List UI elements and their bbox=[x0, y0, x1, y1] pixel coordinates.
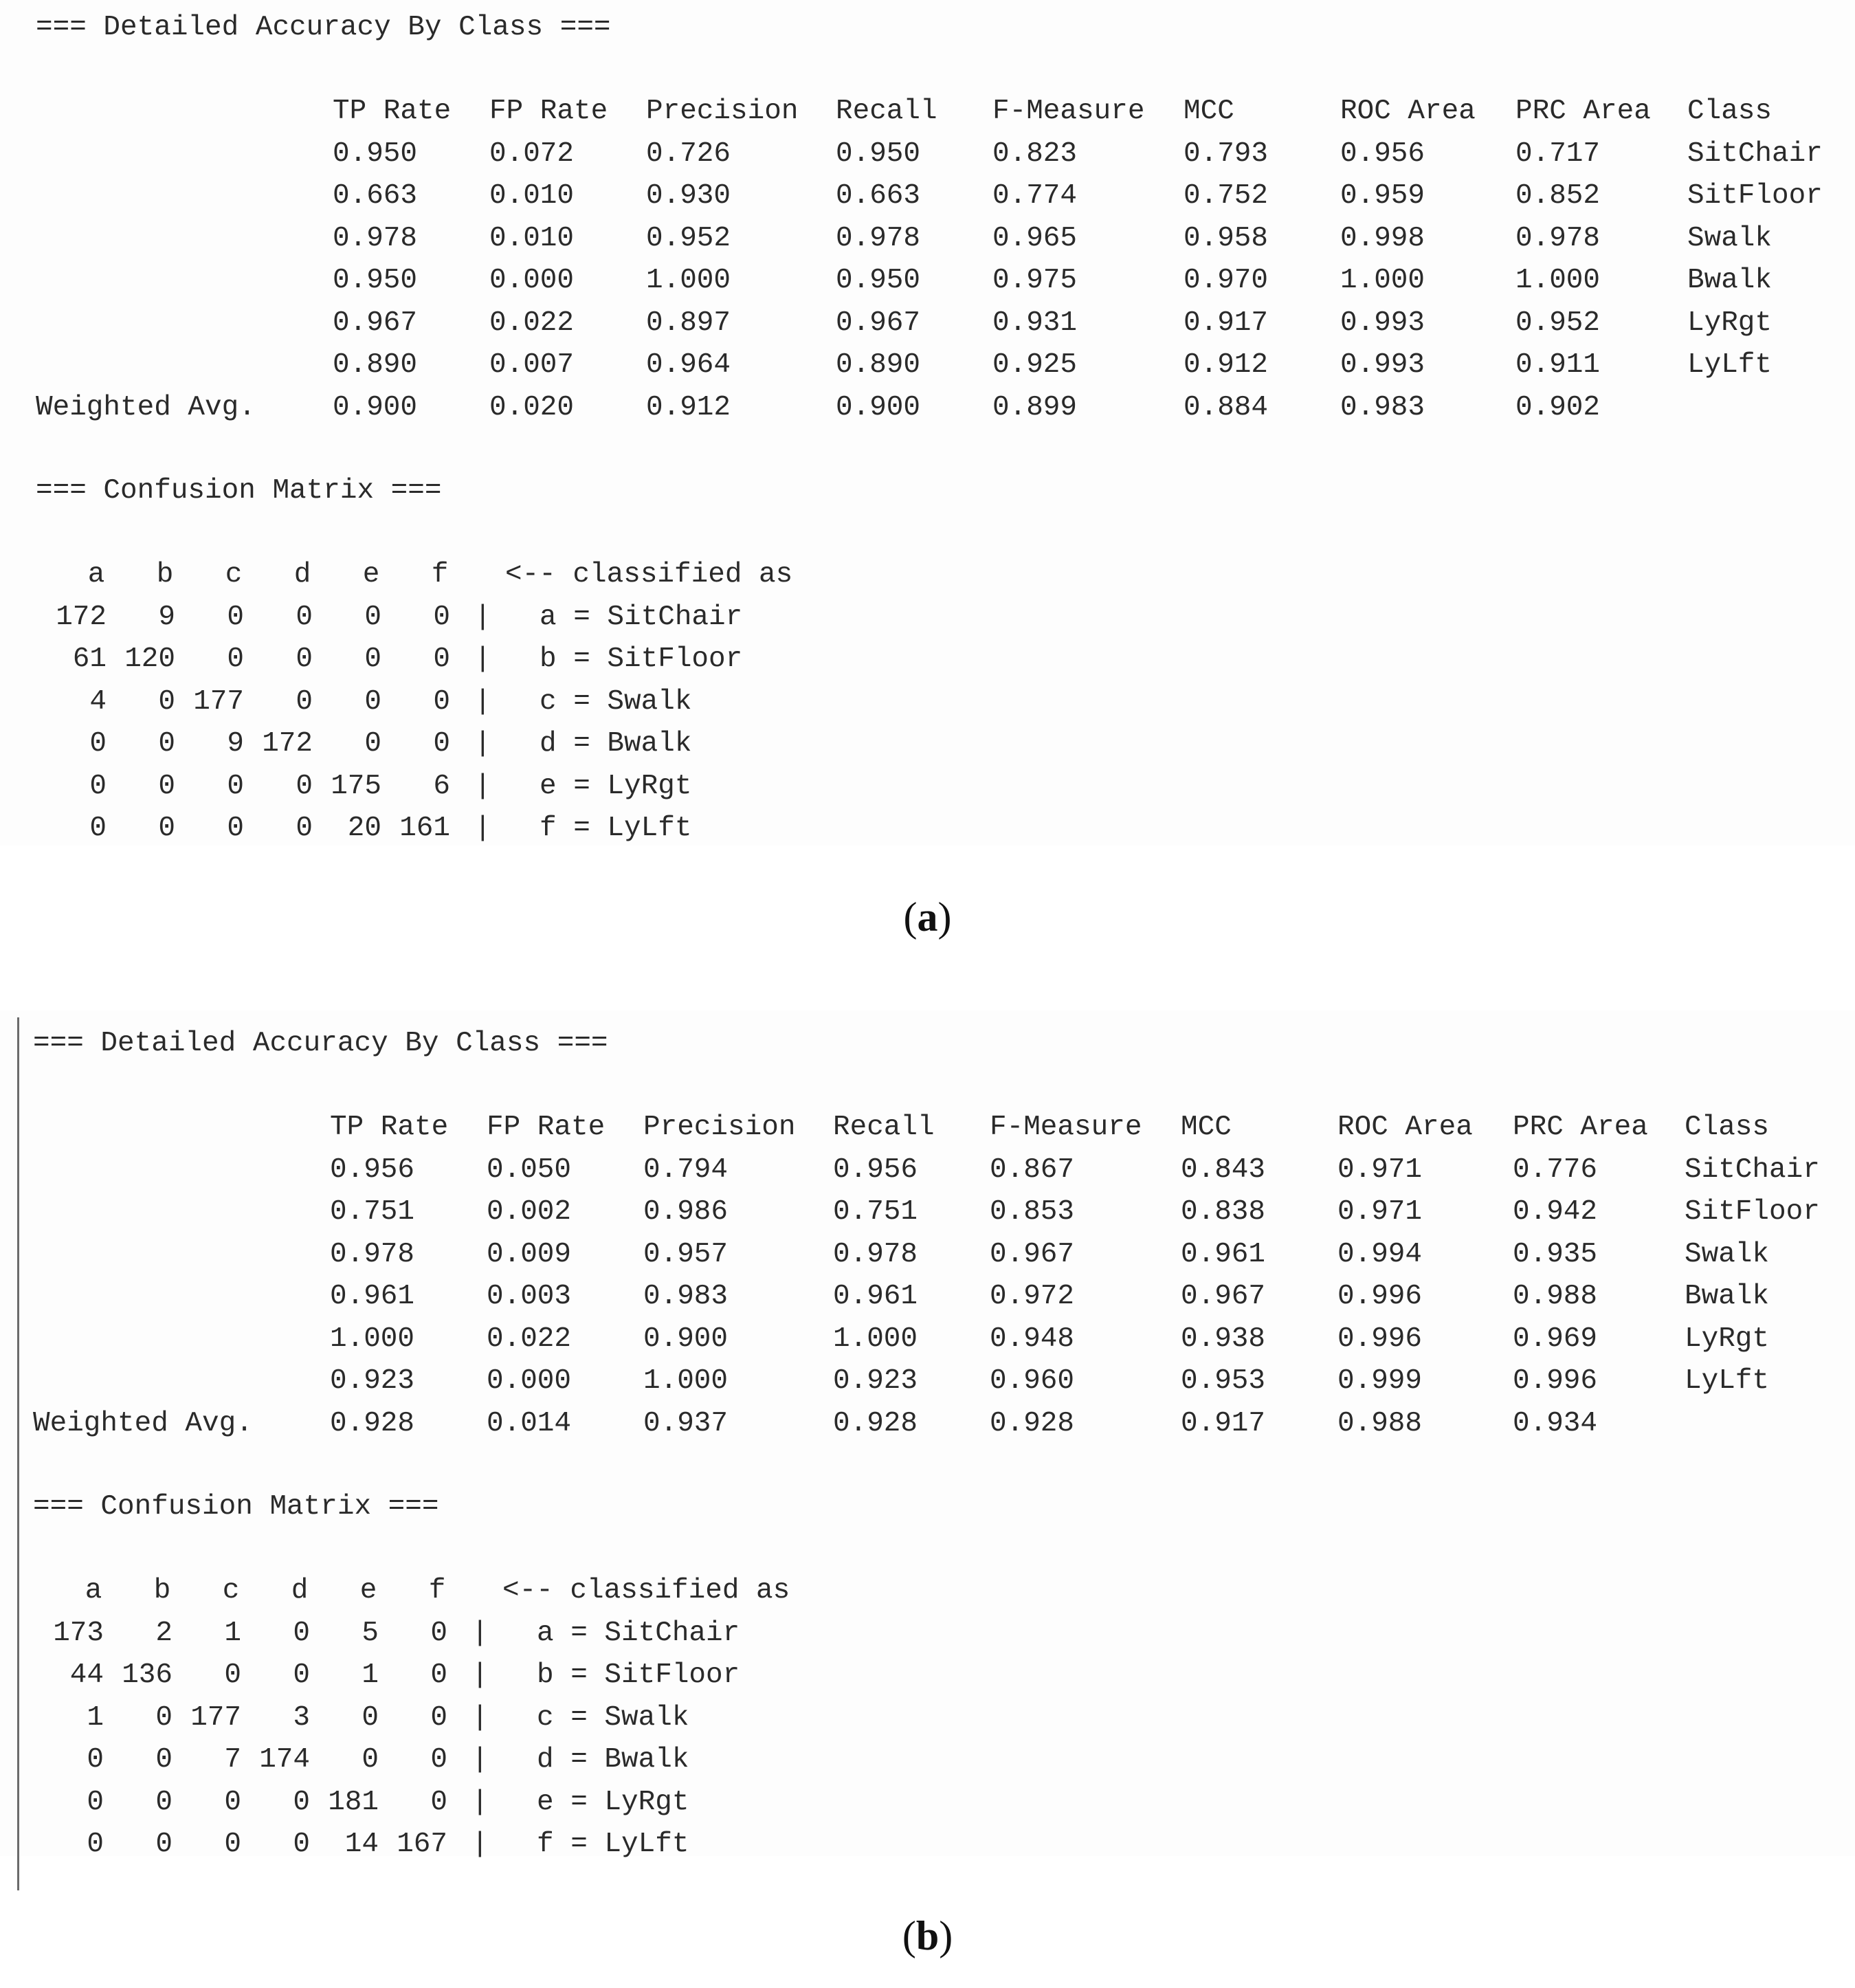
matrix-separator: | bbox=[474, 685, 491, 718]
matrix-cell: 0 bbox=[89, 770, 107, 802]
matrix-row-label: e = LyRgt bbox=[540, 770, 692, 802]
matrix-cell: 0 bbox=[89, 813, 107, 844]
class-name: Bwalk bbox=[1685, 1281, 1770, 1312]
row-label: Weighted Avg. bbox=[33, 1407, 253, 1439]
matrix-row-label: a = SitChair bbox=[540, 601, 743, 633]
weka-output-panel-a bbox=[0, 0, 1855, 846]
metric-value: 0.928 bbox=[990, 1407, 1075, 1439]
metric-value: 0.978 bbox=[333, 222, 418, 254]
matrix-separator: | bbox=[474, 770, 491, 802]
matrix-cell: 0 bbox=[296, 643, 313, 675]
metric-value: 0.999 bbox=[1337, 1365, 1423, 1397]
metric-value: 0.983 bbox=[643, 1281, 729, 1312]
matrix-cell: 0 bbox=[433, 601, 450, 633]
class-name: SitChair bbox=[1685, 1153, 1820, 1186]
accuracy-header: === Detailed Accuracy By Class === bbox=[36, 12, 611, 43]
matrix-cell: 0 bbox=[430, 1744, 447, 1776]
panel-left-border bbox=[17, 1017, 19, 1890]
matrix-cell: 0 bbox=[227, 770, 244, 802]
matrix-row-label: c = Swalk bbox=[540, 685, 692, 718]
metric-value: 0.961 bbox=[1181, 1238, 1266, 1270]
metric-value: 0.776 bbox=[1513, 1153, 1598, 1186]
column-header: TP Rate bbox=[333, 96, 452, 127]
metric-value: 0.002 bbox=[487, 1196, 572, 1228]
matrix-cell: 0 bbox=[89, 728, 107, 760]
matrix-column-header: c bbox=[225, 559, 243, 590]
metric-value: 0.958 bbox=[1184, 222, 1269, 254]
matrix-cell: 0 bbox=[293, 1829, 310, 1860]
matrix-cell: 177 bbox=[190, 1701, 241, 1734]
metric-value: 0.917 bbox=[1184, 307, 1269, 339]
matrix-cell: 5 bbox=[362, 1617, 379, 1649]
matrix-cell: 0 bbox=[430, 1617, 447, 1649]
matrix-cell: 0 bbox=[293, 1786, 310, 1818]
accuracy-header: === Detailed Accuracy By Class === bbox=[33, 1028, 608, 1059]
matrix-cell: 175 bbox=[331, 770, 381, 802]
metric-value: 0.853 bbox=[990, 1196, 1075, 1228]
metric-value: 0.956 bbox=[330, 1153, 415, 1186]
metric-value: 0.964 bbox=[646, 349, 731, 381]
metric-value: 0.726 bbox=[646, 137, 731, 170]
column-header: F-Measure bbox=[992, 96, 1145, 127]
metric-value: 0.975 bbox=[992, 265, 1078, 296]
matrix-cell: 167 bbox=[397, 1829, 447, 1860]
matrix-column-header: c bbox=[222, 1575, 240, 1606]
metric-value: 0.967 bbox=[990, 1238, 1075, 1270]
matrix-cell: 0 bbox=[362, 1701, 379, 1734]
metric-value: 0.900 bbox=[643, 1323, 729, 1355]
matrix-cell: 0 bbox=[430, 1701, 447, 1734]
metric-value: 0.663 bbox=[836, 180, 921, 212]
metric-value: 0.000 bbox=[489, 265, 575, 296]
metric-value: 0.950 bbox=[333, 137, 418, 170]
classified-as-label: <-- classified as bbox=[505, 559, 793, 590]
metric-value: 0.852 bbox=[1515, 180, 1601, 212]
matrix-cell: 181 bbox=[328, 1786, 379, 1818]
matrix-column-header: b bbox=[153, 1575, 171, 1606]
metric-value: 0.823 bbox=[992, 137, 1078, 170]
metric-value: 0.890 bbox=[333, 349, 418, 381]
matrix-cell: 0 bbox=[433, 643, 450, 675]
matrix-cell: 0 bbox=[155, 1744, 173, 1776]
matrix-separator: | bbox=[474, 643, 491, 675]
matrix-column-header: e bbox=[359, 1575, 377, 1606]
matrix-row-label: f = LyLft bbox=[537, 1829, 689, 1860]
matrix-cell: 0 bbox=[433, 685, 450, 718]
metric-value: 0.890 bbox=[836, 349, 921, 381]
matrix-cell: 0 bbox=[293, 1659, 310, 1691]
matrix-cell: 0 bbox=[224, 1659, 241, 1691]
matrix-cell: 172 bbox=[56, 601, 107, 633]
metric-value: 0.996 bbox=[1337, 1281, 1423, 1312]
class-name: SitFloor bbox=[1687, 180, 1823, 212]
metric-value: 0.970 bbox=[1184, 265, 1269, 296]
column-header: MCC bbox=[1184, 96, 1234, 127]
matrix-row-label: d = Bwalk bbox=[540, 728, 692, 760]
column-header: PRC Area bbox=[1515, 96, 1651, 127]
matrix-column-header: a bbox=[87, 559, 105, 590]
matrix-cell: 20 bbox=[347, 813, 381, 844]
matrix-cell: 0 bbox=[87, 1786, 104, 1818]
matrix-cell: 3 bbox=[293, 1701, 310, 1734]
matrix-separator: | bbox=[471, 1744, 489, 1776]
metric-value: 0.971 bbox=[1337, 1196, 1423, 1228]
metric-value: 0.793 bbox=[1184, 137, 1269, 170]
metric-value: 0.948 bbox=[990, 1323, 1075, 1355]
metric-value: 0.937 bbox=[643, 1407, 729, 1439]
metric-value: 0.751 bbox=[833, 1196, 918, 1228]
metric-value: 0.950 bbox=[836, 265, 921, 296]
class-name: Swalk bbox=[1685, 1238, 1770, 1270]
class-name: Bwalk bbox=[1687, 265, 1773, 296]
matrix-separator: | bbox=[471, 1786, 489, 1818]
matrix-cell: 172 bbox=[262, 728, 313, 760]
metric-value: 0.717 bbox=[1515, 137, 1601, 170]
matrix-cell: 0 bbox=[430, 1659, 447, 1691]
class-name: LyLft bbox=[1685, 1365, 1770, 1397]
metric-value: 0.953 bbox=[1181, 1365, 1266, 1397]
metric-value: 0.899 bbox=[992, 391, 1078, 423]
metric-value: 0.972 bbox=[990, 1281, 1075, 1312]
metric-value: 0.928 bbox=[833, 1407, 918, 1439]
metric-value: 0.003 bbox=[487, 1281, 572, 1312]
metric-value: 0.957 bbox=[643, 1238, 729, 1270]
class-name: Swalk bbox=[1687, 222, 1773, 254]
metric-value: 0.867 bbox=[990, 1153, 1075, 1186]
metric-value: 0.986 bbox=[643, 1196, 729, 1228]
metric-value: 0.952 bbox=[1515, 307, 1601, 339]
metric-value: 0.902 bbox=[1515, 391, 1601, 423]
metric-value: 0.000 bbox=[487, 1365, 572, 1397]
matrix-cell: 0 bbox=[364, 601, 381, 633]
matrix-cell: 0 bbox=[87, 1829, 104, 1860]
column-header: Precision bbox=[646, 96, 799, 127]
matrix-cell: 0 bbox=[293, 1617, 310, 1649]
matrix-cell: 0 bbox=[227, 601, 244, 633]
matrix-cell: 0 bbox=[224, 1786, 241, 1818]
matrix-cell: 4 bbox=[89, 685, 107, 718]
caption-a: (a) bbox=[903, 894, 952, 940]
column-header: Recall bbox=[836, 96, 937, 127]
matrix-cell: 1 bbox=[87, 1701, 104, 1734]
metric-value: 0.978 bbox=[1515, 222, 1601, 254]
metric-value: 0.010 bbox=[489, 222, 575, 254]
matrix-separator: | bbox=[471, 1701, 489, 1734]
metric-value: 0.752 bbox=[1184, 180, 1269, 212]
matrix-cell: 0 bbox=[430, 1786, 447, 1818]
metric-value: 0.912 bbox=[646, 391, 731, 423]
matrix-separator: | bbox=[471, 1617, 489, 1649]
column-header: Precision bbox=[643, 1112, 796, 1143]
column-header: F-Measure bbox=[990, 1112, 1142, 1143]
matrix-separator: | bbox=[474, 813, 491, 844]
matrix-row-label: b = SitFloor bbox=[540, 643, 743, 675]
metric-value: 0.911 bbox=[1515, 349, 1601, 381]
matrix-column-header: d bbox=[293, 559, 311, 590]
metric-value: 0.960 bbox=[990, 1365, 1075, 1397]
class-name: SitFloor bbox=[1685, 1196, 1820, 1228]
matrix-column-header: a bbox=[85, 1575, 102, 1606]
matrix-cell: 0 bbox=[158, 770, 175, 802]
metric-value: 0.934 bbox=[1513, 1407, 1598, 1439]
matrix-cell: 0 bbox=[296, 770, 313, 802]
matrix-cell: 6 bbox=[433, 770, 450, 802]
matrix-cell: 173 bbox=[53, 1617, 104, 1649]
metric-value: 1.000 bbox=[1340, 265, 1425, 296]
metric-value: 0.884 bbox=[1184, 391, 1269, 423]
metric-value: 0.952 bbox=[646, 222, 731, 254]
column-header: Class bbox=[1687, 96, 1773, 127]
matrix-cell: 0 bbox=[296, 813, 313, 844]
metric-value: 0.959 bbox=[1340, 180, 1425, 212]
metric-value: 0.663 bbox=[333, 180, 418, 212]
class-name: SitChair bbox=[1687, 137, 1823, 170]
confusion-header: === Confusion Matrix === bbox=[36, 475, 442, 507]
matrix-cell: 0 bbox=[364, 643, 381, 675]
matrix-row-label: e = LyRgt bbox=[537, 1786, 689, 1818]
metric-value: 0.931 bbox=[992, 307, 1078, 339]
metric-value: 0.009 bbox=[487, 1238, 572, 1270]
class-name: LyLft bbox=[1687, 349, 1773, 381]
metric-value: 0.843 bbox=[1181, 1153, 1266, 1186]
metric-value: 0.900 bbox=[836, 391, 921, 423]
matrix-cell: 0 bbox=[158, 685, 175, 718]
metric-value: 0.961 bbox=[330, 1281, 415, 1312]
column-header: TP Rate bbox=[330, 1112, 449, 1143]
matrix-cell: 0 bbox=[87, 1744, 104, 1776]
metric-value: 0.996 bbox=[1513, 1365, 1598, 1397]
metric-value: 0.897 bbox=[646, 307, 731, 339]
column-header: Class bbox=[1685, 1112, 1770, 1143]
matrix-cell: 14 bbox=[344, 1829, 379, 1860]
matrix-row-label: b = SitFloor bbox=[537, 1659, 740, 1691]
metric-value: 0.978 bbox=[330, 1238, 415, 1270]
matrix-cell: 1 bbox=[224, 1617, 241, 1649]
metric-value: 0.923 bbox=[833, 1365, 918, 1397]
matrix-separator: | bbox=[474, 728, 491, 760]
matrix-cell: 44 bbox=[69, 1659, 104, 1691]
matrix-cell: 7 bbox=[224, 1744, 241, 1776]
metric-value: 0.961 bbox=[833, 1281, 918, 1312]
metric-value: 0.942 bbox=[1513, 1196, 1598, 1228]
metric-value: 0.925 bbox=[992, 349, 1078, 381]
column-header: FP Rate bbox=[487, 1112, 606, 1143]
metric-value: 0.996 bbox=[1337, 1323, 1423, 1355]
metric-value: 0.022 bbox=[489, 307, 575, 339]
metric-value: 0.838 bbox=[1181, 1196, 1266, 1228]
column-header: MCC bbox=[1181, 1112, 1232, 1143]
matrix-row-label: f = LyLft bbox=[540, 813, 692, 844]
metric-value: 0.072 bbox=[489, 137, 575, 170]
metric-value: 0.935 bbox=[1513, 1238, 1598, 1270]
matrix-cell: 161 bbox=[399, 813, 450, 844]
metric-value: 0.993 bbox=[1340, 307, 1425, 339]
metric-value: 0.988 bbox=[1337, 1407, 1423, 1439]
matrix-cell: 177 bbox=[193, 685, 244, 718]
metric-value: 0.971 bbox=[1337, 1153, 1423, 1186]
column-header: Recall bbox=[833, 1112, 935, 1143]
column-header: FP Rate bbox=[489, 96, 608, 127]
caption-b: (b) bbox=[902, 1913, 953, 1958]
weka-output-panel-b bbox=[0, 1010, 1855, 1860]
matrix-cell: 0 bbox=[224, 1829, 241, 1860]
metric-value: 0.983 bbox=[1340, 391, 1425, 423]
class-name: LyRgt bbox=[1687, 307, 1773, 339]
metric-value: 0.950 bbox=[836, 137, 921, 170]
matrix-cell: 9 bbox=[227, 728, 244, 760]
matrix-column-header: f bbox=[431, 559, 449, 590]
class-name: LyRgt bbox=[1685, 1323, 1770, 1355]
matrix-cell: 0 bbox=[433, 728, 450, 760]
metric-value: 0.950 bbox=[333, 265, 418, 296]
metric-value: 0.993 bbox=[1340, 349, 1425, 381]
matrix-column-header: b bbox=[156, 559, 174, 590]
matrix-cell: 0 bbox=[364, 685, 381, 718]
metric-value: 0.912 bbox=[1184, 349, 1269, 381]
metric-value: 0.956 bbox=[833, 1153, 918, 1186]
matrix-column-header: d bbox=[291, 1575, 309, 1606]
metric-value: 0.965 bbox=[992, 222, 1078, 254]
matrix-row-label: c = Swalk bbox=[537, 1701, 689, 1734]
matrix-cell: 136 bbox=[122, 1659, 173, 1691]
metric-value: 0.978 bbox=[836, 222, 921, 254]
metric-value: 0.794 bbox=[643, 1153, 729, 1186]
metric-value: 0.994 bbox=[1337, 1238, 1423, 1270]
metric-value: 0.967 bbox=[836, 307, 921, 339]
matrix-row-label: a = SitChair bbox=[537, 1617, 740, 1649]
confusion-header: === Confusion Matrix === bbox=[33, 1491, 439, 1523]
metric-value: 0.917 bbox=[1181, 1407, 1266, 1439]
matrix-cell: 0 bbox=[362, 1744, 379, 1776]
matrix-cell: 174 bbox=[259, 1744, 310, 1776]
metric-value: 1.000 bbox=[646, 265, 731, 296]
metric-value: 0.969 bbox=[1513, 1323, 1598, 1355]
matrix-cell: 61 bbox=[72, 643, 107, 675]
matrix-cell: 0 bbox=[227, 643, 244, 675]
matrix-cell: 0 bbox=[158, 728, 175, 760]
metric-value: 0.930 bbox=[646, 180, 731, 212]
metric-value: 1.000 bbox=[330, 1323, 415, 1355]
metric-value: 1.000 bbox=[643, 1365, 729, 1397]
metric-value: 0.900 bbox=[333, 391, 418, 423]
metric-value: 0.978 bbox=[833, 1238, 918, 1270]
metric-value: 0.014 bbox=[487, 1407, 572, 1439]
matrix-cell: 0 bbox=[227, 813, 244, 844]
row-label: Weighted Avg. bbox=[36, 391, 256, 423]
matrix-cell: 0 bbox=[296, 601, 313, 633]
matrix-cell: 0 bbox=[296, 685, 313, 718]
matrix-row-label: d = Bwalk bbox=[537, 1744, 689, 1776]
metric-value: 0.774 bbox=[992, 180, 1078, 212]
metric-value: 0.007 bbox=[489, 349, 575, 381]
matrix-column-header: e bbox=[362, 559, 380, 590]
matrix-cell: 1 bbox=[362, 1659, 379, 1691]
column-header: ROC Area bbox=[1337, 1112, 1473, 1143]
metric-value: 0.988 bbox=[1513, 1281, 1598, 1312]
matrix-column-header: f bbox=[428, 1575, 446, 1606]
metric-value: 1.000 bbox=[1515, 265, 1601, 296]
metric-value: 0.967 bbox=[333, 307, 418, 339]
matrix-cell: 0 bbox=[158, 813, 175, 844]
metric-value: 1.000 bbox=[833, 1323, 918, 1355]
matrix-separator: | bbox=[474, 601, 491, 633]
classified-as-label: <-- classified as bbox=[502, 1575, 790, 1606]
matrix-cell: 0 bbox=[364, 728, 381, 760]
matrix-cell: 0 bbox=[155, 1829, 173, 1860]
matrix-cell: 9 bbox=[158, 601, 175, 633]
matrix-cell: 0 bbox=[155, 1786, 173, 1818]
metric-value: 0.010 bbox=[489, 180, 575, 212]
metric-value: 0.751 bbox=[330, 1196, 415, 1228]
column-header: ROC Area bbox=[1340, 96, 1476, 127]
matrix-separator: | bbox=[471, 1659, 489, 1691]
metric-value: 0.938 bbox=[1181, 1323, 1266, 1355]
metric-value: 0.928 bbox=[330, 1407, 415, 1439]
metric-value: 0.050 bbox=[487, 1153, 572, 1186]
metric-value: 0.923 bbox=[330, 1365, 415, 1397]
matrix-cell: 2 bbox=[155, 1617, 173, 1649]
metric-value: 0.020 bbox=[489, 391, 575, 423]
metric-value: 0.998 bbox=[1340, 222, 1425, 254]
column-header: PRC Area bbox=[1513, 1112, 1648, 1143]
metric-value: 0.956 bbox=[1340, 137, 1425, 170]
matrix-cell: 0 bbox=[155, 1701, 173, 1734]
matrix-separator: | bbox=[471, 1829, 489, 1860]
matrix-cell: 120 bbox=[124, 643, 175, 675]
metric-value: 0.967 bbox=[1181, 1281, 1266, 1312]
metric-value: 0.022 bbox=[487, 1323, 572, 1355]
